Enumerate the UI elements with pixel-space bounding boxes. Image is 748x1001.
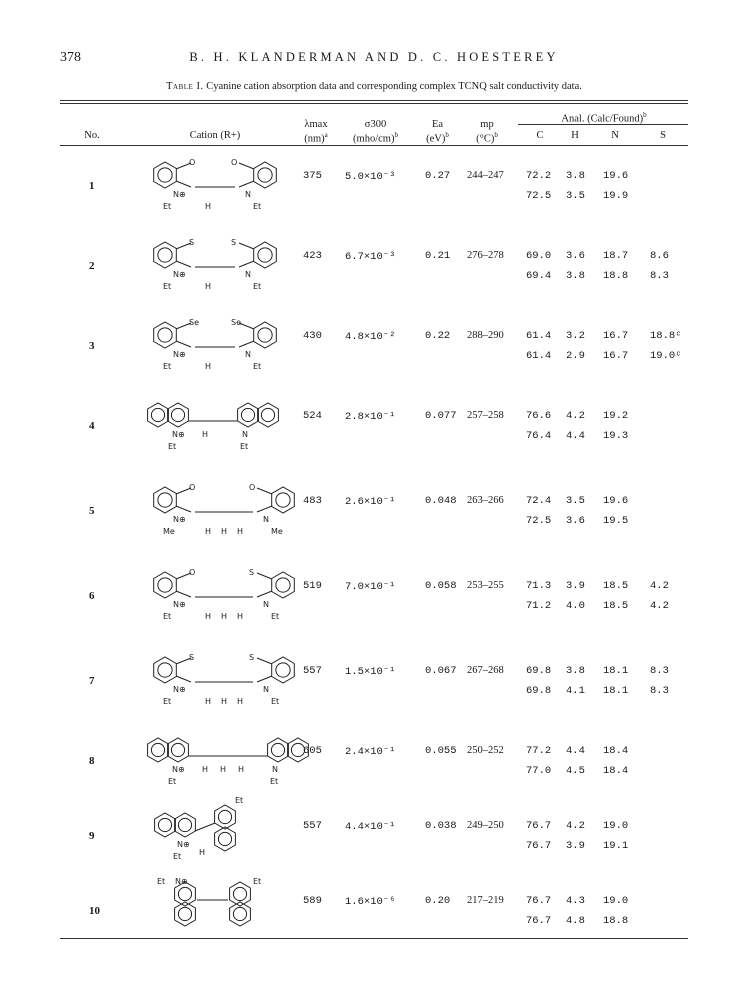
- struct-7-chain-h: H: [205, 697, 212, 706]
- calc-n: 19.6: [603, 170, 629, 182]
- found-s: 4.2: [650, 600, 669, 612]
- struct-9-chain-h: H: [199, 848, 206, 857]
- ea-value: 0.038: [425, 820, 457, 832]
- row-number: 2: [89, 260, 95, 272]
- struct-3-right-benzene: [254, 322, 277, 348]
- calc-c: 77.2: [526, 745, 552, 757]
- struct-9-ring-1-ring: [158, 818, 171, 831]
- sigma-value: 2.6×10⁻¹: [345, 496, 396, 508]
- running-head: B. H. KLANDERMAN AND D. C. HOESTEREY: [189, 50, 559, 64]
- header-lambda-label: λmax: [304, 119, 328, 130]
- struct-3-n-sub-left: Et: [163, 362, 172, 371]
- struct-6-n-sub-left: Et: [163, 612, 172, 621]
- lambda-value: 557: [303, 820, 322, 832]
- found-c: 69.4: [526, 270, 552, 282]
- struct-6-heteroatom-right: S: [249, 568, 255, 577]
- found-c: 76.7: [526, 915, 552, 927]
- found-n: 18.1: [603, 685, 629, 697]
- struct-5-chain-h: H: [221, 527, 228, 536]
- struct-7-left-benzene: [154, 657, 177, 683]
- struct-1-n: N: [245, 190, 251, 199]
- struct-8-n-cation: N⊕: [172, 765, 185, 774]
- struct-1-bond: [176, 181, 191, 187]
- struct-1-heteroatom-right: O: [231, 158, 238, 167]
- lambda-value: 519: [303, 580, 322, 592]
- struct-6-left-benzene-ring: [158, 578, 172, 592]
- calc-h: 3.9: [566, 580, 585, 592]
- ea-value: 0.21: [425, 250, 451, 262]
- struct-9-ring-3-ring: [218, 810, 231, 823]
- struct-2-bond: [239, 261, 254, 267]
- mp-value: 250–252: [467, 745, 504, 756]
- struct-2-heteroatom-left: S: [189, 238, 195, 247]
- header-no: No.: [84, 130, 100, 141]
- found-h: 4.1: [566, 685, 585, 697]
- lambda-value: 375: [303, 170, 322, 182]
- found-c: 71.2: [526, 600, 552, 612]
- ea-value: 0.067: [425, 665, 457, 677]
- struct-10-ring-1-ring: [178, 887, 191, 900]
- mp-value: 217–219: [467, 895, 504, 906]
- struct-2-n-cation: N⊕: [173, 270, 186, 279]
- mp-value: 288–290: [467, 330, 504, 341]
- struct-3-bond: [239, 323, 254, 329]
- found-h: 3.8: [566, 270, 585, 282]
- found-c: 61.4: [526, 350, 552, 362]
- struct-5-chain-h: H: [237, 527, 244, 536]
- row-number: 10: [89, 905, 100, 917]
- struct-5-heteroatom-left: O: [189, 483, 196, 492]
- header-mp-label: mp: [480, 119, 494, 130]
- struct-4-ring-1: [148, 403, 169, 427]
- calc-n: 19.2: [603, 410, 629, 422]
- lambda-value: 430: [303, 330, 322, 342]
- struct-7-n: N: [263, 685, 269, 694]
- header-ea-fn: b: [445, 131, 449, 139]
- found-c: 69.8: [526, 685, 552, 697]
- calc-c: 72.4: [526, 495, 552, 507]
- struct-5-heteroatom-right: O: [249, 483, 256, 492]
- struct-1-right-benzene: [254, 162, 277, 188]
- found-n: 19.3: [603, 430, 629, 442]
- struct-1-left-benzene-ring: [158, 168, 172, 182]
- struct-3-bond: [239, 341, 254, 347]
- struct-6-n-cation: N⊕: [173, 600, 186, 609]
- struct-6-bond: [176, 591, 191, 597]
- mp-value: 267–268: [467, 665, 504, 676]
- struct-7-left-benzene-ring: [158, 663, 172, 677]
- struct-4-n-sub-right: Et: [240, 442, 249, 451]
- row-number: 6: [89, 590, 95, 602]
- struct-4-ring-3: [238, 403, 259, 427]
- found-c: 77.0: [526, 765, 552, 777]
- calc-h: 3.2: [566, 330, 585, 342]
- struct-3-n-cation: N⊕: [173, 350, 186, 359]
- struct-2-n-sub-right: Et: [253, 282, 262, 291]
- struct-9-ring-2-ring: [178, 818, 191, 831]
- struct-5-chain-h: H: [205, 527, 212, 536]
- found-h: 3.6: [566, 515, 585, 527]
- struct-1-n-sub-left: Et: [163, 202, 172, 211]
- found-n: 19.1: [603, 840, 629, 852]
- struct-10-ring-3-ring: [233, 887, 246, 900]
- struct-5-n-cation: N⊕: [173, 515, 186, 524]
- header-n: N: [611, 130, 619, 141]
- struct-3-n-sub-right: Et: [253, 362, 262, 371]
- struct-3-bond: [176, 341, 191, 347]
- struct-4-ring-2: [168, 403, 189, 427]
- calc-n: 19.0: [603, 820, 629, 832]
- struct-8-ring-2-ring: [171, 743, 184, 756]
- row-number: 8: [89, 755, 95, 767]
- struct-4-ring-4: [258, 403, 279, 427]
- struct-6-chain-h: H: [221, 612, 228, 621]
- struct-8-chain-h: H: [220, 765, 227, 774]
- struct-10-n-sub-right: Et: [253, 877, 262, 886]
- struct-6-bond: [257, 573, 272, 579]
- struct-4-n: N: [242, 430, 248, 439]
- struct-2-n: N: [245, 270, 251, 279]
- mp-value: 249–250: [467, 820, 504, 831]
- struct-1-bond: [239, 163, 254, 169]
- calc-c: 76.7: [526, 895, 552, 907]
- struct-5-bond: [176, 506, 191, 512]
- struct-9-ring-1: [155, 813, 176, 837]
- struct-3-heteroatom-right: Se: [231, 318, 241, 327]
- lambda-value: 557: [303, 665, 322, 677]
- sigma-value: 4.4×10⁻¹: [345, 821, 396, 833]
- ea-value: 0.055: [425, 745, 457, 757]
- header-s: S: [660, 130, 666, 141]
- struct-7-right-benzene-ring: [276, 663, 290, 677]
- struct-9-n-sub-left: Et: [173, 852, 182, 861]
- struct-3-chain-h: H: [205, 362, 212, 371]
- sigma-value: 1.5×10⁻¹: [345, 666, 396, 678]
- sigma-value: 1.6×10⁻⁶: [345, 896, 396, 908]
- struct-9-ring-3: [215, 805, 236, 829]
- header-mp-fn: b: [494, 131, 498, 139]
- found-h: 3.5: [566, 190, 585, 202]
- calc-c: 69.0: [526, 250, 552, 262]
- struct-5-left-benzene-ring: [158, 493, 172, 507]
- calc-h: 3.8: [566, 170, 585, 182]
- calc-n: 19.0: [603, 895, 629, 907]
- header-h: H: [571, 130, 579, 141]
- struct-4-ring-1-ring: [151, 408, 164, 421]
- struct-5-right-benzene-ring: [276, 493, 290, 507]
- struct-2-left-benzene-ring: [158, 248, 172, 262]
- found-c: 76.7: [526, 840, 552, 852]
- struct-5-n-sub-left: Me: [163, 527, 175, 536]
- struct-2-left-benzene: [154, 242, 177, 268]
- header-lambda-fn: a: [324, 131, 328, 139]
- calc-c: 71.3: [526, 580, 552, 592]
- ea-value: 0.048: [425, 495, 457, 507]
- struct-8-ring-1-ring: [151, 743, 164, 756]
- found-n: 19.5: [603, 515, 629, 527]
- mp-value: 263–266: [467, 495, 504, 506]
- ea-value: 0.20: [425, 895, 451, 907]
- found-s: 8.3: [650, 685, 669, 697]
- calc-c: 76.6: [526, 410, 552, 422]
- found-n: 18.8: [603, 270, 629, 282]
- struct-2-right-benzene: [254, 242, 277, 268]
- calc-n: 18.1: [603, 665, 629, 677]
- struct-4-n-sub-left: Et: [168, 442, 177, 451]
- struct-2-bond: [239, 243, 254, 249]
- found-s: 8.3: [650, 270, 669, 282]
- struct-7-bond: [257, 658, 272, 664]
- calc-s: 8.6: [650, 250, 669, 262]
- struct-10-n-sub-left: Et: [157, 877, 166, 886]
- struct-7-n-cation: N⊕: [173, 685, 186, 694]
- calc-n: 18.7: [603, 250, 629, 262]
- struct-8-ring-3-ring: [271, 743, 284, 756]
- struct-3-heteroatom-left: Se: [189, 318, 199, 327]
- calc-h: 4.4: [566, 745, 585, 757]
- found-n: 18.5: [603, 600, 629, 612]
- found-h: 2.9: [566, 350, 585, 362]
- struct-2-n-sub-left: Et: [163, 282, 172, 291]
- struct-1-left-benzene: [154, 162, 177, 188]
- found-c: 72.5: [526, 190, 552, 202]
- sigma-value: 2.8×10⁻¹: [345, 411, 396, 423]
- sigma-value: 2.4×10⁻¹: [345, 746, 396, 758]
- sigma-value: 4.8×10⁻²: [345, 331, 396, 343]
- header-ea-label: Ea: [431, 119, 444, 130]
- header-sigma-label: σ300: [364, 119, 387, 130]
- struct-6-right-benzene-ring: [276, 578, 290, 592]
- mp-value: 276–278: [467, 250, 504, 261]
- struct-1-bond: [239, 181, 254, 187]
- calc-s: 4.2: [650, 580, 669, 592]
- struct-2-heteroatom-right: S: [231, 238, 237, 247]
- calc-c: 69.8: [526, 665, 552, 677]
- struct-8-ring-4: [288, 738, 309, 762]
- row-number: 9: [89, 830, 95, 842]
- found-n: 18.4: [603, 765, 629, 777]
- struct-8-ring-3: [268, 738, 289, 762]
- struct-4-ring-3-ring: [241, 408, 254, 421]
- found-h: 3.9: [566, 840, 585, 852]
- struct-7-n-sub-right: Et: [271, 697, 280, 706]
- found-h: 4.0: [566, 600, 585, 612]
- struct-6-left-benzene: [154, 572, 177, 598]
- found-c: 72.5: [526, 515, 552, 527]
- row-number: 4: [89, 420, 95, 432]
- calc-c: 72.2: [526, 170, 552, 182]
- struct-9-n-sub-right: Et: [235, 796, 244, 805]
- row-number: 3: [89, 340, 95, 352]
- row-number: 5: [89, 505, 95, 517]
- calc-n: 19.6: [603, 495, 629, 507]
- found-n: 16.7: [603, 350, 629, 362]
- struct-6-n: N: [263, 600, 269, 609]
- struct-8-n-sub-right: Et: [270, 777, 279, 786]
- struct-9-ring-4: [215, 827, 236, 851]
- sigma-value: 6.7×10⁻³: [345, 251, 396, 263]
- found-h: 4.5: [566, 765, 585, 777]
- struct-8-n-sub-left: Et: [168, 777, 177, 786]
- struct-6-right-benzene: [272, 572, 295, 598]
- lambda-value: 589: [303, 895, 322, 907]
- mp-value: 253–255: [467, 580, 504, 591]
- struct-5-right-benzene: [272, 487, 295, 513]
- header-c: C: [536, 130, 544, 141]
- struct-9-bond: [195, 823, 215, 831]
- struct-8-ring-2: [168, 738, 189, 762]
- calc-h: 4.2: [566, 820, 585, 832]
- struct-9-ring-4-ring: [218, 832, 231, 845]
- header-cation: Cation (R+): [189, 130, 241, 141]
- calc-c: 61.4: [526, 330, 552, 342]
- struct-1-n-cation: N⊕: [173, 190, 186, 199]
- struct-10-ring-2-ring: [178, 907, 191, 920]
- struct-5-n: N: [263, 515, 269, 524]
- struct-4-n-cation: N⊕: [172, 430, 185, 439]
- struct-7-n-sub-left: Et: [163, 697, 172, 706]
- struct-2-right-benzene-ring: [258, 248, 272, 262]
- ea-value: 0.058: [425, 580, 457, 592]
- calc-h: 4.3: [566, 895, 585, 907]
- struct-8-ring-1: [148, 738, 169, 762]
- struct-6-bond: [257, 591, 272, 597]
- header-lambda-unit: (nm): [304, 133, 325, 145]
- struct-1-chain-h: H: [205, 202, 212, 211]
- struct-5-n-sub-right: Me: [271, 527, 283, 536]
- calc-h: 4.2: [566, 410, 585, 422]
- header-ea-unit: (eV): [426, 133, 446, 145]
- calc-n: 18.4: [603, 745, 629, 757]
- struct-6-chain-h: H: [237, 612, 244, 621]
- calc-h: 3.5: [566, 495, 585, 507]
- header-mp-unit: (°C): [476, 133, 495, 145]
- mp-value: 257–258: [467, 410, 504, 421]
- found-s: 19.0ᶜ: [650, 350, 682, 362]
- struct-3-right-benzene-ring: [258, 328, 272, 342]
- lambda-value: 423: [303, 250, 322, 262]
- struct-6-chain-h: H: [205, 612, 212, 621]
- header-sigma-unit: (mho/cm): [353, 133, 395, 145]
- struct-10-n-cation: N⊕: [175, 877, 188, 886]
- struct-9-n-cation: N⊕: [177, 840, 190, 849]
- struct-10-ring-4-ring: [233, 907, 246, 920]
- struct-7-right-benzene: [272, 657, 295, 683]
- sigma-value: 7.0×10⁻¹: [345, 581, 396, 593]
- calc-s: 18.8ᶜ: [650, 330, 682, 342]
- lambda-value: 605: [303, 745, 322, 757]
- struct-7-chain-h: H: [221, 697, 228, 706]
- found-h: 4.8: [566, 915, 585, 927]
- struct-8-ring-4-ring: [291, 743, 304, 756]
- calc-n: 18.5: [603, 580, 629, 592]
- sigma-value: 5.0×10⁻³: [345, 171, 396, 183]
- struct-7-heteroatom-right: S: [249, 653, 255, 662]
- struct-2-bond: [176, 261, 191, 267]
- struct-4-chain-h: H: [202, 430, 209, 439]
- struct-7-heteroatom-left: S: [189, 653, 195, 662]
- struct-7-bond: [176, 676, 191, 682]
- lambda-value: 524: [303, 410, 322, 422]
- table-label: Table I.: [166, 81, 204, 92]
- struct-8-chain-h: H: [238, 765, 245, 774]
- header-anal-label: Anal. (Calc/Found): [561, 113, 644, 125]
- struct-8-n: N: [272, 765, 278, 774]
- calc-s: 8.3: [650, 665, 669, 677]
- struct-9-ring-2: [175, 813, 196, 837]
- calc-h: 3.6: [566, 250, 585, 262]
- found-c: 76.4: [526, 430, 552, 442]
- row-number: 7: [89, 675, 95, 687]
- page-number: 378: [60, 50, 81, 65]
- found-h: 4.4: [566, 430, 585, 442]
- struct-3-n: N: [245, 350, 251, 359]
- header-anal-fn: b: [643, 111, 647, 119]
- found-n: 18.8: [603, 915, 629, 927]
- ea-value: 0.27: [425, 170, 451, 182]
- struct-1-heteroatom-left: O: [189, 158, 196, 167]
- struct-1-n-sub-right: Et: [253, 202, 262, 211]
- calc-c: 76.7: [526, 820, 552, 832]
- header-sigma-fn: b: [394, 131, 398, 139]
- struct-3-left-benzene: [154, 322, 177, 348]
- struct-3-left-benzene-ring: [158, 328, 172, 342]
- struct-5-bond: [257, 506, 272, 512]
- struct-8-chain-h: H: [202, 765, 209, 774]
- calc-n: 16.7: [603, 330, 629, 342]
- row-number: 1: [89, 180, 95, 192]
- lambda-value: 483: [303, 495, 322, 507]
- calc-h: 3.8: [566, 665, 585, 677]
- struct-7-chain-h: H: [237, 697, 244, 706]
- found-n: 19.9: [603, 190, 629, 202]
- struct-6-n-sub-right: Et: [271, 612, 280, 621]
- struct-5-left-benzene: [154, 487, 177, 513]
- struct-7-bond: [257, 676, 272, 682]
- struct-2-chain-h: H: [205, 282, 212, 291]
- table-caption-text: Cyanine cation absorption data and corresponding complex TCNQ salt conductivity data.: [206, 81, 582, 92]
- struct-4-ring-4-ring: [261, 408, 274, 421]
- struct-5-bond: [257, 488, 272, 494]
- struct-6-heteroatom-left: O: [189, 568, 196, 577]
- struct-1-right-benzene-ring: [258, 168, 272, 182]
- ea-value: 0.077: [425, 410, 457, 422]
- mp-value: 244–247: [467, 170, 504, 181]
- ea-value: 0.22: [425, 330, 451, 342]
- struct-4-ring-2-ring: [171, 408, 184, 421]
